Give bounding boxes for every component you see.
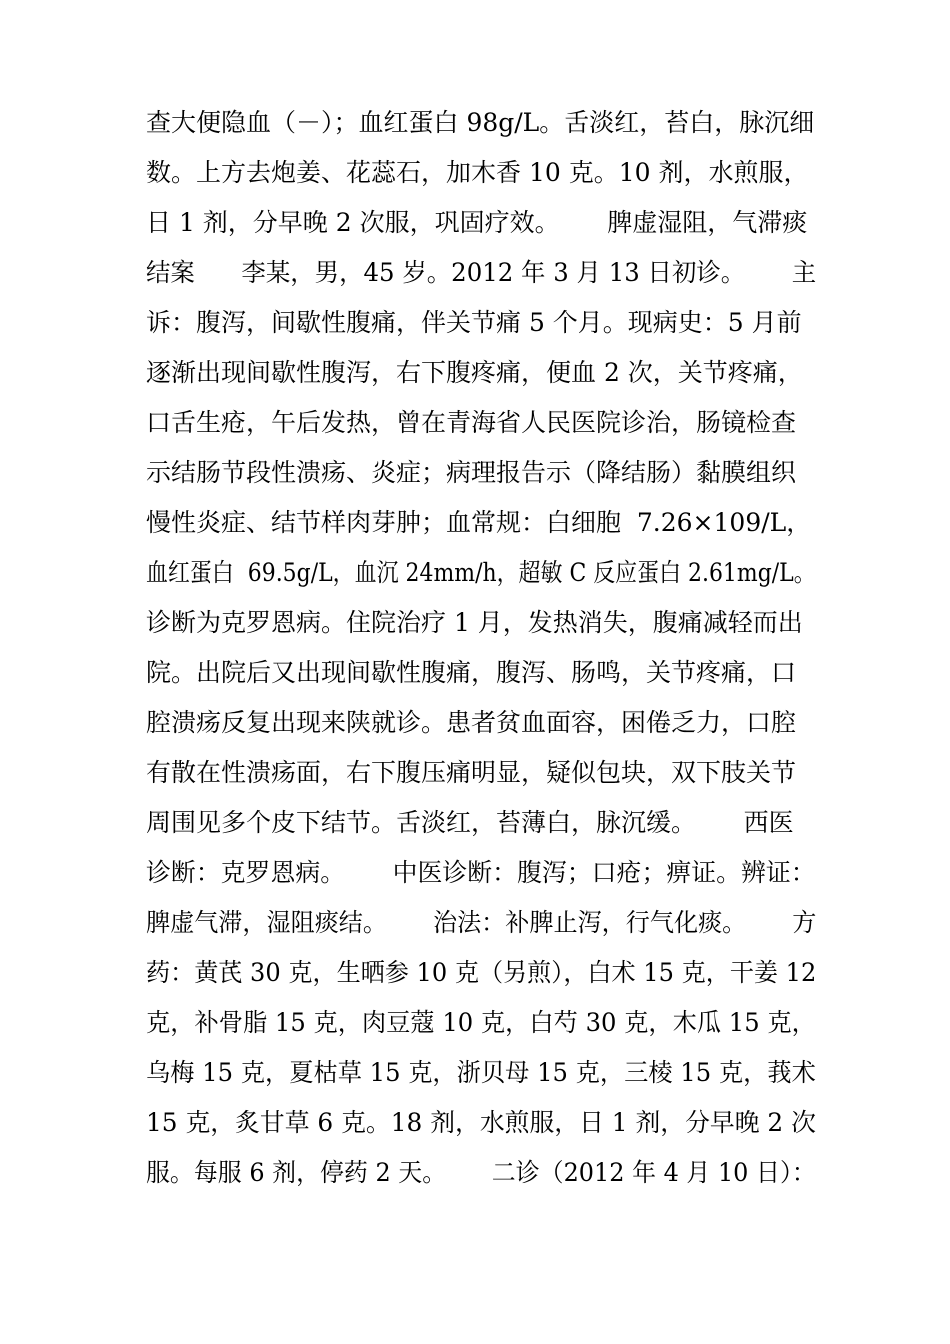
text-line: 口舌生疮，午后发热，曾在青海省人民医院诊治，肠镜检查 xyxy=(146,408,797,437)
text-line: 诊断为克罗恩病。住院治疗 1 月，发热消失，腹痛减轻而出 xyxy=(146,608,803,637)
text-line: 院。出院后又出现间歇性腹痛，腹泻、肠鸣，关节疼痛，口 xyxy=(146,658,797,687)
text-line: 诊断：克罗恩病。 中医诊断：腹泻；口疮；痹证。辨证： xyxy=(146,858,816,887)
text-line: 数。上方去炮姜、花蕊石，加木香 10 克。10 剂，水煎服， xyxy=(146,158,809,187)
body-text xyxy=(146,98,816,1198)
text-line: 结案 李某，男，45 岁。2012 年 3 月 13 日初诊。 主 xyxy=(146,258,817,287)
text-line: 示结肠节段性溃疡、炎症；病理报告示（降结肠）黏膜组织 xyxy=(146,458,797,487)
text-line: 服。每服 6 剂，停药 2 天。 二诊（2012 年 4 月 10 日）： xyxy=(146,1158,816,1187)
text-line: 药：黄芪 30 克，生晒参 10 克（另煎），白术 15 克，干姜 12 xyxy=(146,958,817,987)
text-line: 腔溃疡反复出现来陕就诊。患者贫血面容，困倦乏力，口腔 xyxy=(146,708,797,737)
text-line: 诉：腹泻，间歇性腹痛，伴关节痛 5 个月。现病史：5 月前 xyxy=(146,308,802,337)
text-line: 脾虚气滞，湿阻痰结。 治法：补脾止泻，行气化痰。 方 xyxy=(146,908,817,937)
text-line: 乌梅 15 克，夏枯草 15 克，浙贝母 15 克，三棱 15 克，莪术 xyxy=(146,1058,816,1087)
text-line: 逐渐出现间歇性腹泻，右下腹疼痛，便血 2 次，关节疼痛， xyxy=(146,358,803,387)
text-line: 慢性炎症、结节样肉芽肿；血常规：白细胞 7.26×109/L， xyxy=(146,508,812,537)
text-line: 克，补骨脂 15 克，肉豆蔻 10 克，白芍 30 克，木瓜 15 克， xyxy=(146,1008,816,1037)
text-line: 查大便隐血（－）；血红蛋白 98g/L。舌淡红，苔白，脉沉细 xyxy=(146,108,815,137)
text-line: 日 1 剂，分早晚 2 次服，巩固疗效。 脾虚湿阻，气滞痰 xyxy=(146,208,808,237)
text-line: 有散在性溃疡面，右下腹压痛明显，疑似包块，双下肢关节 xyxy=(146,758,797,787)
text-line: 周围见多个皮下结节。舌淡红，苔薄白，脉沉缓。 西医 xyxy=(146,808,794,837)
text-line: 血红蛋白 69.5g/L，血沉 24mm/h，超敏 C 反应蛋白 2.61mg/L。 xyxy=(146,558,816,587)
text-line: 15 克，炙甘草 6 克。18 剂，水煎服，日 1 剂，分早晚 2 次 xyxy=(146,1108,816,1137)
